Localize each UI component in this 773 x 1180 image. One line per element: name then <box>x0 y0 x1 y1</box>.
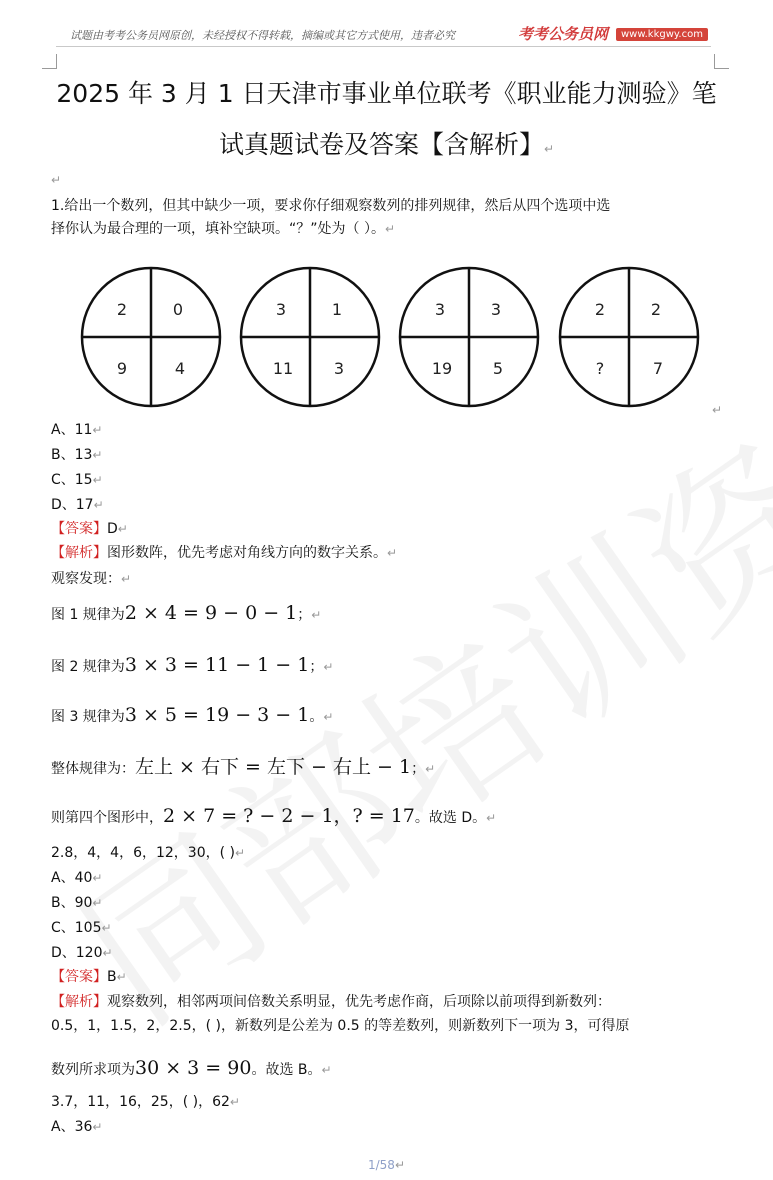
figure-number: 2 <box>116 300 128 319</box>
q1-answer: 【答案】D↵ <box>51 521 128 537</box>
margin-corner-mark <box>714 54 729 69</box>
q2-answer: 【答案】B↵ <box>51 969 127 985</box>
q2-option-c[interactable]: C、105↵ <box>51 920 112 936</box>
q1-figure-3 <box>398 266 540 408</box>
q1-stem-line2: 择你认为最合理的一项，填补空缺项。“？”处为（ ）。↵ <box>51 221 396 237</box>
q1-figure-4 <box>558 266 700 408</box>
figure-number: 19 <box>431 359 453 378</box>
q1-option-a[interactable]: A、11↵ <box>51 422 103 438</box>
figure-number: 3 <box>275 300 287 319</box>
site-url-badge[interactable]: www.kkgwy.com <box>616 28 708 41</box>
q1-stem-line1: 1.给出一个数列，但其中缺少一项，要求你仔细观察数列的排列规律，然后从四个选项中选 <box>51 198 611 214</box>
figure-number: 3 <box>434 300 446 319</box>
brand-logo: 考考公务员网 <box>518 25 609 43</box>
figure-number: 11 <box>272 359 294 378</box>
figure-number: 1 <box>331 300 343 319</box>
doc-title-line2: 试真题试卷及答案【含解析】↵ <box>218 130 555 159</box>
q1-option-b[interactable]: B、13↵ <box>51 447 103 463</box>
figure-number: ? <box>595 359 605 378</box>
q1-rule-3: 图 3 规律为3 × 5 = 19 − 3 − 1。↵ <box>51 704 334 726</box>
q2-option-a[interactable]: A、40↵ <box>51 870 103 886</box>
q1-rule-1: 图 1 规律为2 × 4 = 9 − 0 − 1；↵ <box>51 602 322 624</box>
q1-observe: 观察发现：↵ <box>51 571 132 587</box>
figure-number: 3 <box>490 300 502 319</box>
figure-number: 4 <box>174 359 186 378</box>
q2-option-b[interactable]: B、90↵ <box>51 895 103 911</box>
figure-number: 0 <box>172 300 184 319</box>
page-header <box>56 22 711 47</box>
q1-analysis: 【解析】图形数阵，优先考虑对角线方向的数字关系。↵ <box>51 545 398 561</box>
q3-option-a[interactable]: A、36↵ <box>51 1119 103 1135</box>
q1-option-d[interactable]: D、17↵ <box>51 497 104 513</box>
q2-analysis-line1: 【解析】观察数列，相邻两项间倍数关系明显，优先考虑作商，后项除以前项得到新数列： <box>51 994 611 1010</box>
q2-analysis-line3: 数列所求项为30 × 3 = 90。故选 B。↵ <box>51 1057 332 1079</box>
q1-figure-2 <box>239 266 381 408</box>
paragraph-mark: ↵ <box>712 403 723 417</box>
q1-option-c[interactable]: C、15↵ <box>51 472 103 488</box>
margin-corner-mark <box>42 54 57 69</box>
page-number: 1/58↵ <box>367 1158 405 1172</box>
figure-number: 9 <box>116 359 128 378</box>
doc-title-line1: 2025 年 3 月 1 日天津市事业单位联考《职业能力测验》笔 <box>56 79 717 108</box>
q2-stem: 2.8，4，4，6，12，30，( )↵ <box>51 845 246 861</box>
figure-number: 3 <box>333 359 345 378</box>
q2-analysis-line2: 0.5，1，1.5，2，2.5，( )，新数列是公差为 0.5 的等差数列，则新数列下一项为 3，可得原 <box>51 1018 630 1034</box>
copyright-notice: 试题由考考公务员网原创，未经授权不得转载，摘编或其它方式使用，违者必究 <box>70 29 455 42</box>
figure-number: 7 <box>652 359 664 378</box>
figure-number: 2 <box>594 300 606 319</box>
q1-figure-group <box>80 266 700 408</box>
q1-conclusion: 则第四个图形中，2 × 7 = ? − 2 − 1，? = 17。故选 D。↵ <box>51 805 497 827</box>
blank-paragraph: ↵ <box>51 173 62 187</box>
q1-overall-rule: 整体规律为：左上 × 右下 = 左下 − 右上 − 1；↵ <box>51 756 436 778</box>
q2-option-d[interactable]: D、120↵ <box>51 945 113 961</box>
q3-stem: 3.7，11，16，25，( )，62↵ <box>51 1094 240 1110</box>
q1-rule-2: 图 2 规律为3 × 3 = 11 − 1 − 1；↵ <box>51 654 334 676</box>
figure-number: 2 <box>650 300 662 319</box>
figure-number: 5 <box>492 359 504 378</box>
q1-figure-1 <box>80 266 222 408</box>
